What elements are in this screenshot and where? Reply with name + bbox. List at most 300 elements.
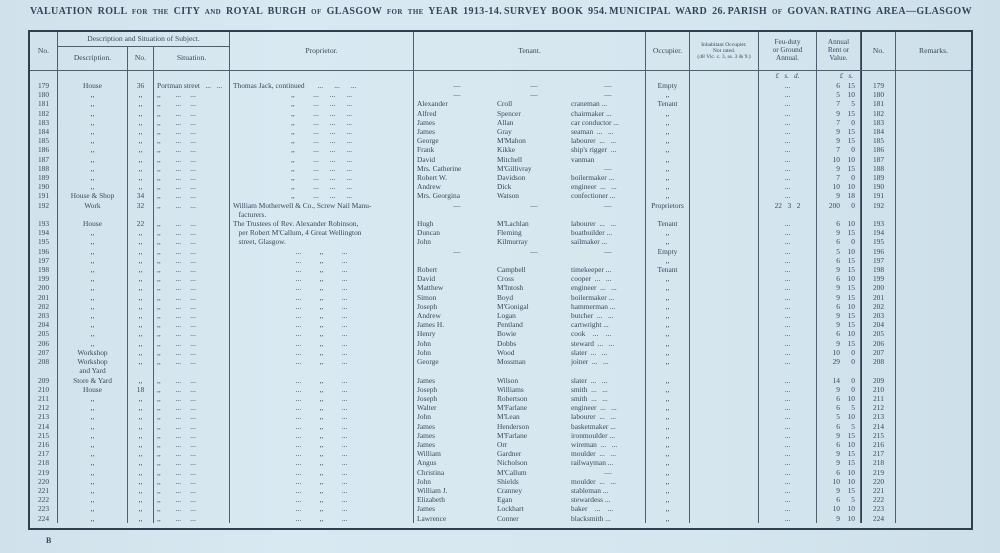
cell-street-no: 18 [128,385,154,394]
tenant-forename: Elizabeth [417,495,445,505]
tenant-surname: Egan [497,495,513,505]
cell-description: ,, [58,403,128,412]
cell-tenant [414,237,646,246]
cell-tenant [414,228,646,237]
cell-inhabitant-occupier [690,357,759,375]
cell-description: ,, [58,329,128,338]
rent-pounds: 7 [836,173,840,183]
cell-annual-rent [817,109,861,118]
rent-pounds: 200 [828,200,840,210]
money-cell-remarks [896,71,971,81]
rent-shillings: 10 [847,513,855,523]
cell-no-left: 212 [30,403,58,412]
cell-tenant [414,99,646,108]
cell-situation: ,, ... ... [154,394,230,403]
cell-annual-rent [817,228,861,237]
cell-description: ,, [58,422,128,431]
rent-shillings: 18 [847,191,855,201]
cell-situation: ,, ... ... [154,486,230,495]
cell-no-left: 210 [30,385,58,394]
cell-street-no: ,, [128,311,154,320]
cell-occupier: ,, [646,256,690,265]
title-parish: PARISH of GOVAN. [727,6,829,17]
table-row [30,422,971,431]
rent-shillings: 0 [851,384,855,394]
cell-tenant [414,339,646,348]
table-row [30,219,971,228]
cell-occupier: ,, [646,412,690,421]
cell-annual-rent [817,440,861,449]
cell-description: ,, [58,247,128,256]
cell-occupier: ,, [646,514,690,523]
cell-street-no: ,, [128,173,154,182]
cell-description: ,, [58,440,128,449]
cell-proprietor: ,, ... ... ... [230,182,414,191]
cell-description: ,, [58,228,128,237]
cell-description: ,, [58,486,128,495]
cell-annual-rent [817,394,861,403]
rent-shillings: 10 [847,219,855,229]
cell-situation: ,, ... ... [154,136,230,145]
table-row [30,90,971,99]
cell-proprietor: ... ,, ... [230,422,414,431]
cell-situation: ,, ... ... [154,320,230,329]
cell-remarks [896,182,971,191]
tenant-surname: Watson [497,191,519,201]
cell-proprietor: ,, ... ... ... [230,173,414,182]
money-symbols-row [30,71,971,81]
cell-annual-rent [817,219,861,228]
cell-no-left: 208 [30,357,58,375]
table-row [30,385,971,394]
tenant-forename [417,256,497,265]
tenant-occupation: craneman ... [571,99,608,109]
cell-street-no: ,, [128,237,154,246]
tenant-occupation: seaman ... ... [571,127,614,137]
cell-proprietor: ... ,, ... [230,329,414,338]
rent-pounds: 14 [832,375,840,385]
cell-remarks [896,302,971,311]
cell-inhabitant-occupier [690,274,759,283]
tenant-forename: Matthew [417,283,444,293]
cell-no-right: 187 [861,155,896,164]
title-rating-area: RATING AREA—GLASGOW [830,6,972,17]
cell-situation: ,, ... ... [154,173,230,182]
cell-no-left: 219 [30,468,58,477]
cell-annual-rent [817,357,861,375]
tenant-forename: James [417,430,436,440]
cell-occupier: ,, [646,311,690,320]
cell-inhabitant-occupier [690,385,759,394]
cell-annual-rent [817,348,861,357]
cell-tenant [414,265,646,274]
cell-annual-rent [817,265,861,274]
tenant-surname: Pentland [497,320,523,330]
table-row [30,514,971,523]
cell-situation: ,, ... ... [154,228,230,237]
cell-street-no: ,, [128,265,154,274]
cell-proprietor: ,, ... ... ... [230,118,414,127]
cell-feu-duty: ... [759,274,817,283]
tenant-occupation: — [604,90,612,100]
cell-no-right: 214 [861,422,896,431]
cell-remarks [896,283,971,292]
cell-situation: ,, ... ... [154,403,230,412]
cell-street-no: ,, [128,403,154,412]
rent-pounds: 9 [836,265,840,275]
cell-no-right: 179 [861,81,896,90]
cell-no-right: 185 [861,136,896,145]
tenant-surname: Wilson [497,375,519,385]
cell-situation: ,, ... ... [154,514,230,523]
cell-remarks [896,155,971,164]
cell-remarks [896,219,971,228]
rent-shillings: 15 [847,430,855,440]
cell-inhabitant-occupier [690,237,759,246]
rent-shillings: 15 [847,136,855,146]
cell-remarks [896,228,971,237]
cell-no-left: 179 [30,81,58,90]
cell-no-right: 218 [861,458,896,467]
tenant-forename: — [453,246,461,256]
cell-street-no: ,, [128,293,154,302]
cell-no-left: 202 [30,302,58,311]
rent-pounds: 6 [836,495,840,505]
cell-feu-duty: ... [759,265,817,274]
cell-feu-duty: ... [759,339,817,348]
cell-description: ,, [58,320,128,329]
cell-description: ,, [58,394,128,403]
tenant-occupation: timekeeper ... [571,265,612,275]
cell-description: ,, [58,412,128,421]
cell-situation: ,, ... ... [154,283,230,292]
cell-no-right: 196 [861,247,896,256]
cell-proprietor: ,, ... ... ... [230,99,414,108]
cell-feu-duty: ... [759,320,817,329]
cell-feu-duty: ... [759,486,817,495]
tenant-forename: John [417,347,431,357]
cell-proprietor: ... ,, ... [230,440,414,449]
cell-annual-rent [817,118,861,127]
cell-proprietor: ... ,, ... [230,394,414,403]
cell-proprietor: ... ,, ... [230,247,414,256]
cell-remarks [896,458,971,467]
cell-inhabitant-occupier [690,458,759,467]
cell-feu-duty: ... [759,219,817,228]
cell-occupier: Empty [646,81,690,90]
cell-no-left: 205 [30,329,58,338]
tenant-surname: M'Lean [497,412,520,422]
cell-inhabitant-occupier [690,219,759,228]
rent-shillings: 0 [851,145,855,155]
cell-feu-duty: ... [759,504,817,513]
cell-description: ,, [58,265,128,274]
cell-tenant [414,458,646,467]
cell-no-right: 203 [861,311,896,320]
cell-remarks [896,109,971,118]
cell-street-no: ,, [128,90,154,99]
cell-proprietor: ... ,, ... [230,283,414,292]
cell-remarks [896,90,971,99]
money-head-feu: £ s. d. [759,71,817,81]
cell-street-no: ,, [128,274,154,283]
tenant-occupation: blacksmith ... [571,513,611,523]
cell-tenant [414,412,646,421]
rent-shillings: 15 [847,228,855,238]
tenant-surname: — [530,246,538,256]
cell-situation: ,, ... ... [154,219,230,228]
cell-proprietor: The Trustees of Rev. Alexander Robinson, [230,219,414,228]
cell-no-right: 198 [861,265,896,274]
cell-occupier: ,, [646,127,690,136]
cell-occupier: ,, [646,440,690,449]
table-row [30,145,971,154]
cell-inhabitant-occupier [690,155,759,164]
tenant-forename: James [417,421,436,431]
tenant-occupation: engineer ... ... [571,403,617,413]
cell-inhabitant-occupier [690,109,759,118]
cell-feu-duty: ... [759,495,817,504]
cell-remarks [896,486,971,495]
cell-occupier: ,, [646,431,690,440]
table-row [30,440,971,449]
tenant-surname: Campbell [497,265,526,275]
rent-shillings: 10 [847,246,855,256]
cell-remarks [896,339,971,348]
cell-tenant [414,283,646,292]
tenant-occupation: joiner ... ... [571,357,609,367]
rent-pounds: 6 [836,421,840,431]
cell-feu-duty: ... [759,164,817,173]
cell-street-no: ,, [128,468,154,477]
cell-inhabitant-occupier [690,403,759,412]
rent-shillings: 15 [847,311,855,321]
table-row [30,376,971,385]
cell-situation: ,, ... ... [154,302,230,311]
page-title [30,6,972,17]
cell-description: ,, [58,145,128,154]
cell-occupier: ,, [646,495,690,504]
tenant-surname: Conner [497,513,519,523]
rent-pounds: 9 [836,163,840,173]
cell-no-left: 209 [30,376,58,385]
money-cell-description [58,71,128,81]
table-row [30,339,971,348]
cell-occupier: Tenant [646,99,690,108]
cell-annual-rent [817,477,861,486]
cell-tenant [414,127,646,136]
cell-occupier: ,, [646,228,690,237]
rent-shillings: 15 [847,485,855,495]
rent-pounds: 29 [832,357,840,367]
cell-inhabitant-occupier [690,376,759,385]
cell-inhabitant-occupier [690,136,759,145]
cell-no-left: 181 [30,99,58,108]
tenant-surname: M'Gillivray [497,163,532,173]
tenant-surname: Robertson [497,393,528,403]
cell-description: ,, [58,136,128,145]
table-row [30,247,971,256]
cell-feu-duty: ... [759,81,817,90]
tenant-surname: Mitchell [497,154,523,164]
cell-no-left: 224 [30,514,58,523]
cell-feu-duty: ... [759,228,817,237]
cell-situation: ,, ... ... [154,191,230,200]
tenant-forename: Mrs. Georgina [417,191,460,201]
cell-inhabitant-occupier [690,348,759,357]
cell-no-right: 180 [861,90,896,99]
cell-annual-rent [817,145,861,154]
cell-remarks [896,468,971,477]
rent-shillings: 0 [851,117,855,127]
cell-description: ,, [58,431,128,440]
tenant-forename: James H. [417,320,445,330]
cell-remarks [896,136,971,145]
cell-description: Workshop [58,348,128,357]
cell-feu-duty: ... [759,256,817,265]
rent-line-1: Annual [827,38,850,47]
table-row [30,155,971,164]
cell-description: ,, [58,256,128,265]
table-row [30,458,971,467]
rent-pounds: 10 [832,154,840,164]
cell-annual-rent [817,173,861,182]
cell-annual-rent [817,182,861,191]
header-occupier: Occupier. [646,32,690,70]
cell-annual-rent [817,376,861,385]
tenant-forename: Alfred [417,108,437,118]
cell-occupier: ,, [646,394,690,403]
cell-annual-rent [817,136,861,145]
cell-inhabitant-occupier [690,127,759,136]
cell-tenant [414,164,646,173]
cell-proprietor: ,, ... ... ... [230,136,414,145]
cell-proprietor: ... ,, ... [230,385,414,394]
table-row [30,136,971,145]
cell-remarks [896,412,971,421]
rent-pounds: 9 [836,485,840,495]
rent-shillings: 15 [847,449,855,459]
cell-proprietor: ... ,, ... [230,376,414,385]
table-row [30,357,971,375]
cell-street-no: ,, [128,394,154,403]
cell-inhabitant-occupier [690,449,759,458]
table-row [30,256,971,265]
table-row [30,412,971,421]
cell-feu-duty: ... [759,99,817,108]
cell-description: ,, [58,127,128,136]
cell-no-right: 206 [861,339,896,348]
cell-annual-rent [817,320,861,329]
cell-annual-rent [817,504,861,513]
cell-tenant [414,81,646,90]
cell-feu-duty: ... [759,302,817,311]
rent-shillings: 5 [851,495,855,505]
cell-proprietor: ... ,, ... [230,265,414,274]
cell-remarks [896,118,971,127]
cell-feu-duty: ... [759,385,817,394]
cell-no-left: 223 [30,504,58,513]
cell-proprietor: ... ,, ... [230,293,414,302]
table-row [30,118,971,127]
rent-shillings: 5 [851,421,855,431]
cell-no-right: 212 [861,403,896,412]
cell-no-right: 210 [861,385,896,394]
cell-no-right: 215 [861,431,896,440]
cell-situation: ,, ... ... [154,293,230,302]
cell-annual-rent [817,293,861,302]
cell-description: House & Shop [58,191,128,200]
cell-annual-rent [817,283,861,292]
rent-shillings: 15 [847,265,855,275]
cell-no-right: 205 [861,329,896,338]
cell-situation: ,, ... ... [154,256,230,265]
rent-pounds: 9 [836,292,840,302]
rent-shillings: 10 [847,476,855,486]
table-row [30,201,971,219]
cell-remarks [896,449,971,458]
tenant-occupation: steward ... ... [571,338,615,348]
rent-shillings: 10 [847,439,855,449]
cell-annual-rent [817,514,861,523]
tenant-occupation: confectioner ... [571,191,616,201]
table-row [30,486,971,495]
cell-situation: ,, ... ... [154,495,230,504]
cell-remarks [896,201,971,219]
cell-feu-duty: ... [759,247,817,256]
tenant-forename: John [417,338,431,348]
cell-description: House [58,219,128,228]
cell-situation: ,, ... ... [154,118,230,127]
rent-pounds: 9 [836,513,840,523]
table-row [30,283,971,292]
cell-occupier: ,, [646,477,690,486]
cell-tenant [414,320,646,329]
cell-no-left: 192 [30,201,58,219]
cell-street-no: ,, [128,477,154,486]
cell-no-left: 185 [30,136,58,145]
cell-occupier: ,, [646,504,690,513]
rent-shillings: 10 [847,301,855,311]
cell-occupier: ,, [646,118,690,127]
cell-situation: ,, ... ... [154,329,230,338]
tenant-occupation: — [604,81,612,90]
cell-remarks [896,145,971,154]
cell-tenant [414,182,646,191]
rent-pounds: 6 [836,403,840,413]
cell-no-right: 194 [861,228,896,237]
cell-street-no: ,, [128,127,154,136]
cell-tenant [414,219,646,228]
tenant-forename: Andrew [417,311,441,321]
tenant-surname: Mossman [497,357,526,367]
cell-inhabitant-occupier [690,422,759,431]
cell-tenant [414,348,646,357]
cell-no-left: 216 [30,440,58,449]
cell-proprietor: ... ,, ... [230,311,414,320]
cell-occupier: ,, [646,136,690,145]
cell-situation: ,, ... ... [154,182,230,191]
rent-shillings: 10 [847,154,855,164]
rent-shillings: 10 [847,504,855,514]
cell-street-no: ,, [128,504,154,513]
title-main: VALUATION ROLL for the CITY and ROYAL BURGH of GLASGOW for the YEAR 1913-14. [30,6,503,17]
cell-occupier: ,, [646,302,690,311]
tenant-occupation: — [604,467,612,477]
tenant-forename: William J. [417,485,448,495]
cell-tenant [414,256,646,265]
cell-annual-rent [817,412,861,421]
